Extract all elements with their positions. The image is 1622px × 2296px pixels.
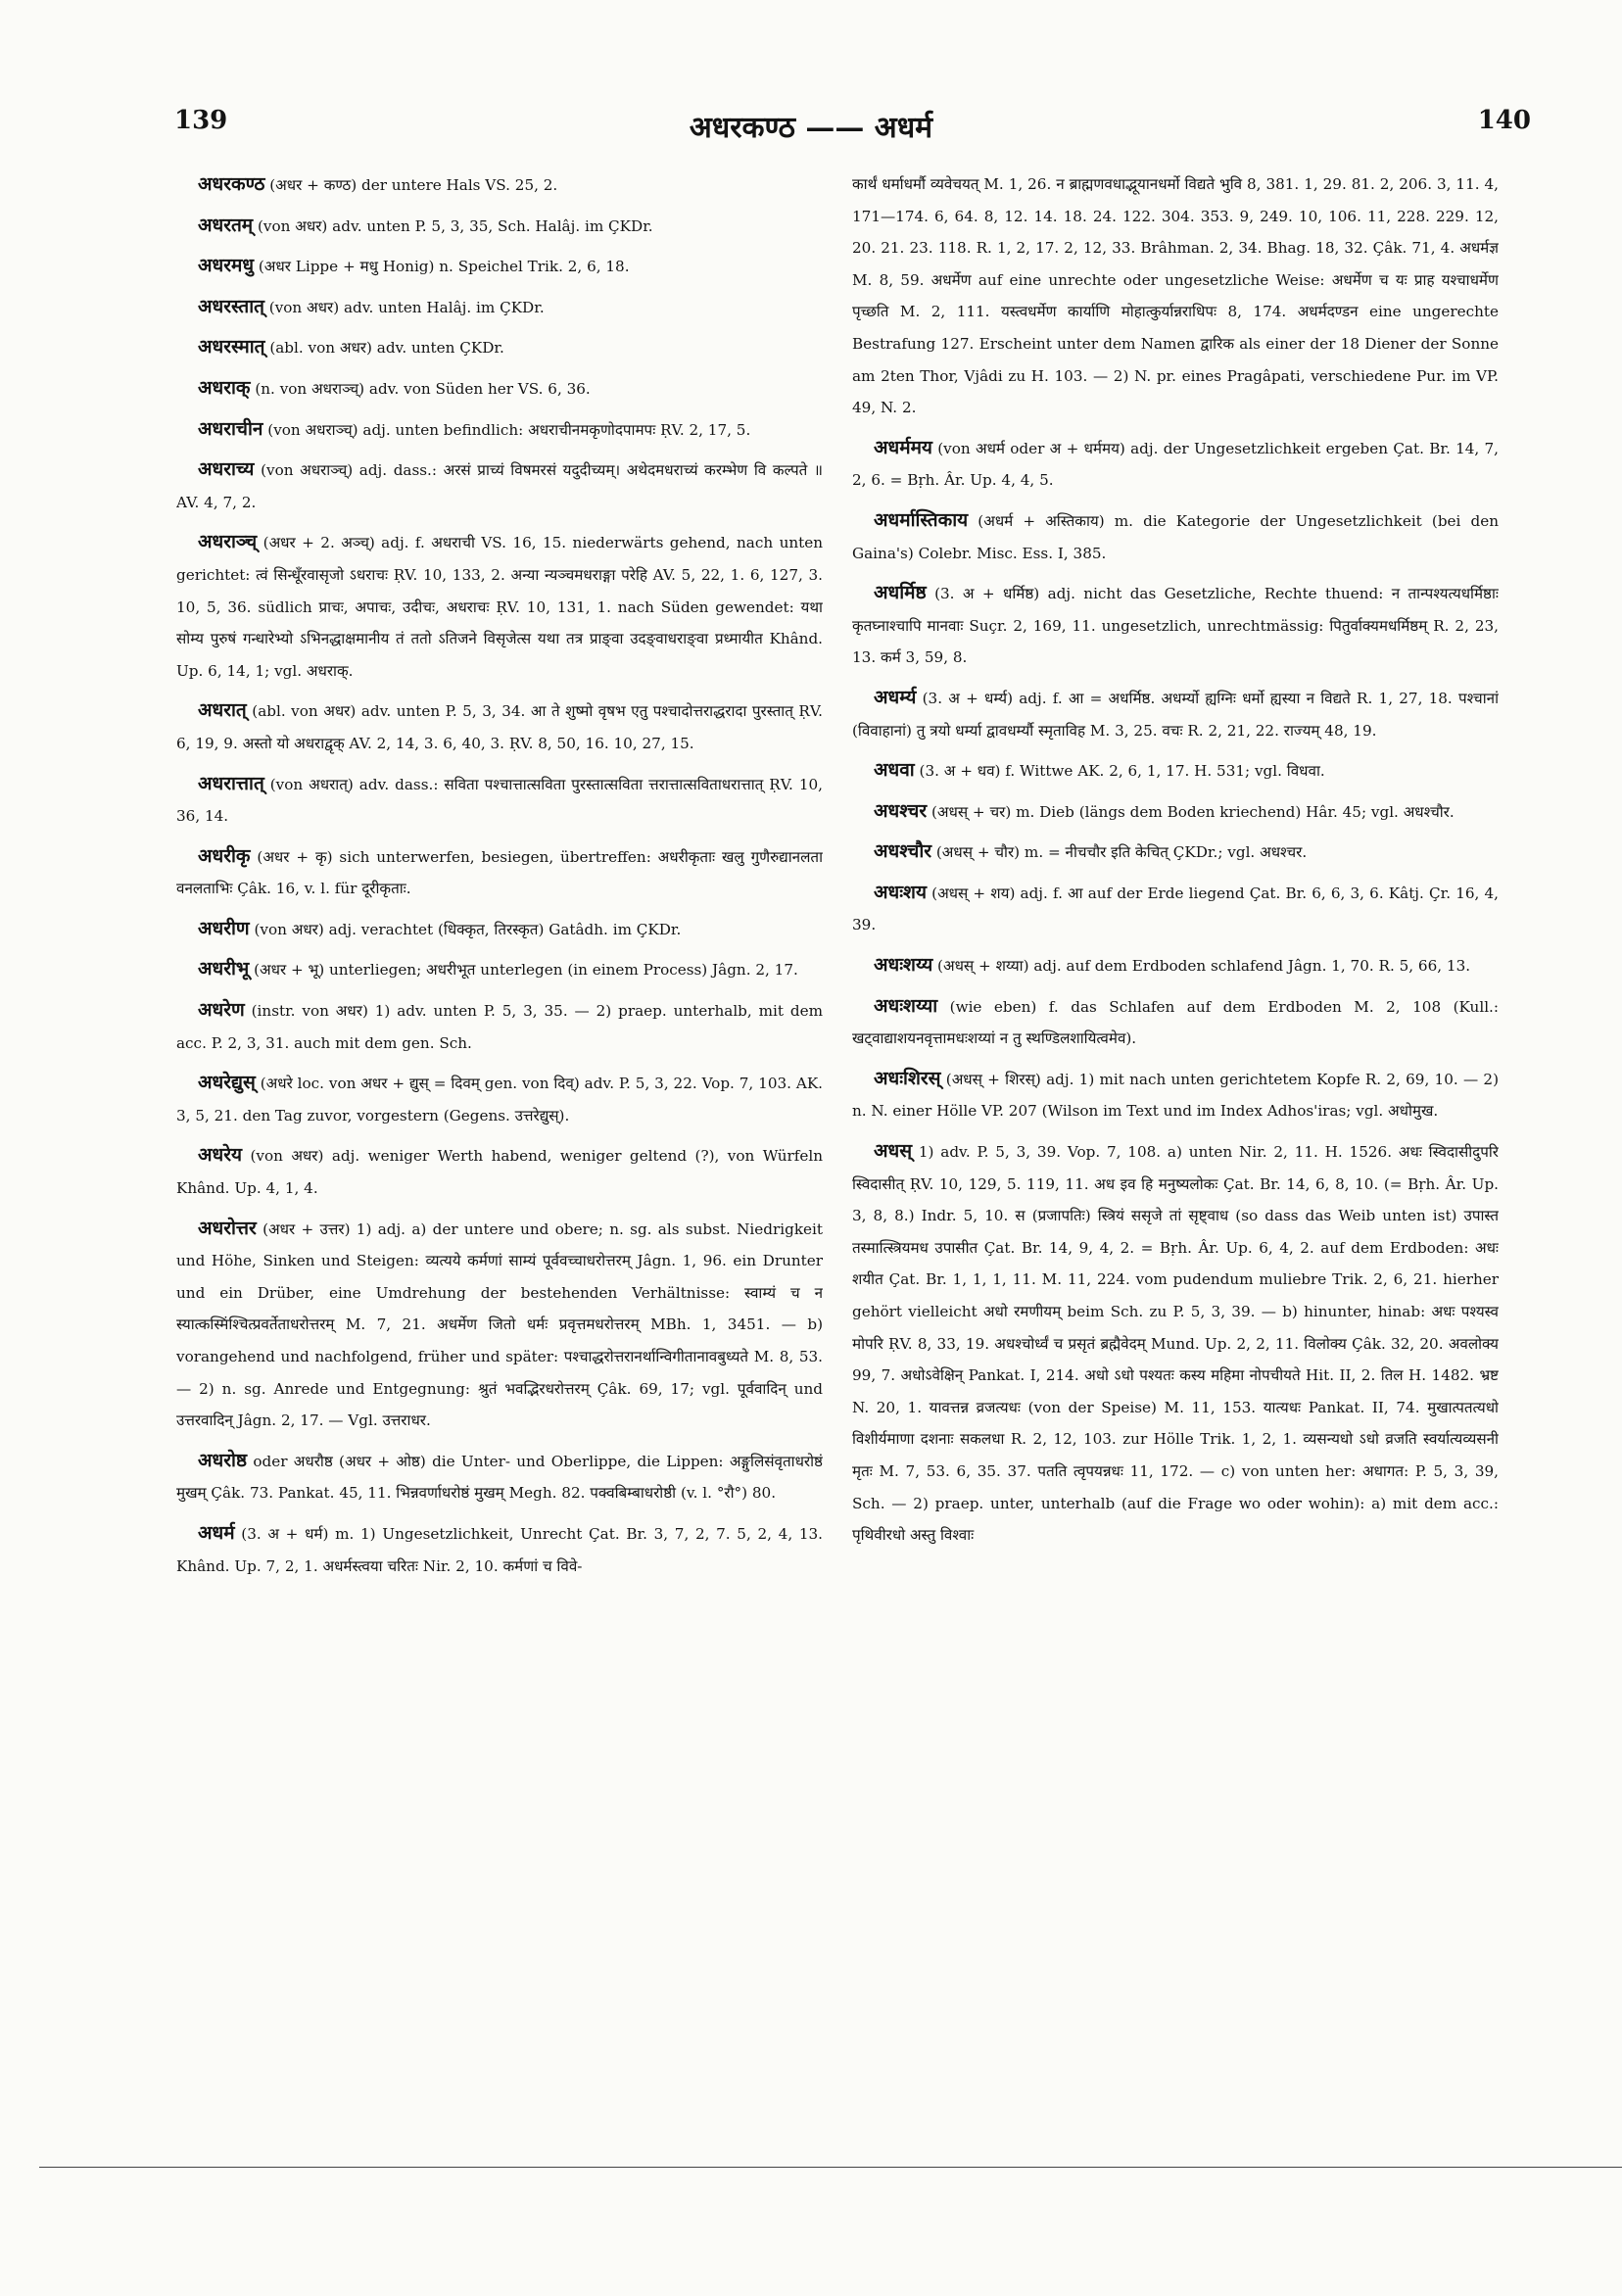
entry-text: (von अधर) adj. verachtet (धिक्कृत, तिरस्कृत) Gatâdh. im ÇKDr. [254, 920, 682, 938]
dictionary-entry [176, 372, 823, 406]
entry-headword: अधरात् [198, 699, 247, 722]
dictionary-entry [176, 1213, 823, 1437]
entry-text: (von अधर्म oder अ + धर्ममय) adj. der Ungesetzlichkeit ergeben Çat. Br. 14, 7, 2, 6. = Bṛh. Âr. Up. 4, 4, 5. [852, 439, 1499, 490]
entry-text: (अधस् + चौर) m. = नीचचौर इति केचित् ÇKDr.; vgl. अधश्चर. [935, 843, 1308, 862]
entry-text: (von अधर) adj. weniger Werth habend, weniger geltend (?), von Würfeln Khând. Up. 4, 1, 4. [176, 1147, 823, 1198]
dictionary-entry [176, 168, 823, 202]
dictionary-entry [176, 994, 823, 1059]
entry-headword: अधरीकृ [198, 844, 251, 867]
dictionary-entry [852, 990, 1499, 1055]
entry-headword: अधरस्तात् [198, 295, 264, 317]
entry-text: (अधर + कण्ठ) der untere Hals VS. 25, 2. [269, 176, 558, 194]
dictionary-entry [176, 331, 823, 364]
dictionary-entry [176, 840, 823, 905]
dictionary-entry [176, 1139, 823, 1204]
entry-text: (abl. von अधर) adv. unten ÇKDr. [269, 339, 504, 358]
page-number-left: 139 [174, 106, 228, 135]
entry-headword: अधःशय [874, 881, 927, 903]
dictionary-entry [852, 877, 1499, 941]
entry-text: (wie eben) f. das Schlafen auf dem Erdboden M. 2, 108 (Kull.: खट्वाद्याशयनवृत्तामधःशय्यां न तु स्थण्डिलशायित्वमेव). [852, 997, 1499, 1048]
entry-text: (3. अ + धर्मिष्ठ) adj. nicht das Gesetzliche, Rechte thuend: न तान्पश्यत्यधर्मिष्ठाः कृतघ्नाश्चापि मानवाः Suçr. 2, 169, 11. ungesetzlich, unrechtmässig: पितुर्वाक्यमधर्मिष्ठम् R. 2, 23, 13. कर्म 3, 59, 8. [852, 585, 1499, 667]
entry-text: (n. von अधराञ्च्) adv. von Süden her VS. 6, 36. [255, 379, 591, 398]
entry-headword: अधरेय [198, 1144, 242, 1167]
dictionary-entry [176, 694, 823, 759]
entry-text: (von अधर) adv. unten Halâj. im ÇKDr. [268, 298, 545, 316]
dictionary-entry [176, 1517, 823, 1582]
entry-headword: अधरीण [198, 917, 250, 939]
dictionary-entry [176, 768, 823, 833]
dictionary-entry [176, 454, 823, 518]
entry-text: कार्थं धर्माधर्मौ व्यवेचयत् M. 1, 26. न ब्राह्मणवधाद्भूयानधर्मो विद्यते भुवि 8, 381. 1, 29. 81. 2, 206. 3, 11. 4, 171—174. 6, 64. 8, 12. 14. 18. 24. 122. 304. 353. 9, 249. 10, 106. 11, 228. 229. 12, 20. 21. 23. 118. R. 1, 2, 17. 2, 12, 33. Brâhman. 2, 34. Bhag. 18, 32. Çâk. 71, 4. अधर्मज्ञ M. 8, 59. अधर्मेण auf eine unrechte oder ungesetzliche Weise: अधर्मेण च यः प्राह यश्चाधर्मेण पृच्छति M. 2, 111. यस्त्वधर्मेण कार्याणि मोहात्कुर्यान्नराधिपः 8, 174. अधर्मदण्डन eine ungerechte Bestrafung 127. Erscheint unter dem Namen द्वारिक als einer der 18 Diener der Sonne am 2ten Thor, Vjâdi zu H. 103. — 2) N. pr. eines Pragâpati, verschiedene Pur. im VP. 49, N. 2. [852, 175, 1499, 417]
dictionary-entry [852, 795, 1499, 829]
dictionary-entry [176, 250, 823, 283]
dictionary-entry [852, 1063, 1499, 1127]
entry-headword: अधराचीन [198, 417, 263, 440]
entry-headword: अधरकण्ठ [198, 173, 265, 195]
entry-headword: अधराञ्च् [198, 531, 258, 553]
entry-text: (von अधरात्) adv. dass.: सविता पश्चात्तात्सविता पुरस्तात्सविता त्तरात्तात्सविताधरात्तात् ṚV. 10, 36, 14. [176, 775, 823, 826]
dictionary-entry [852, 1135, 1499, 1552]
entry-headword: अधरतम् [198, 214, 254, 236]
entry-headword: अधर्म [198, 1521, 235, 1544]
dictionary-entry [852, 504, 1499, 569]
entry-headword: अधःशय्य [874, 954, 933, 977]
entry-text: 1) adv. P. 5, 3, 39. Vop. 7, 108. a) unten Nir. 2, 11. H. 1526. अधः स्विदासीदुपरि स्विदासीत् ṚV. 10, 129, 5. 119, 11. अध इव हि मनुष्यलोकः Çat. Br. 14, 6, 8, 10. (= Bṛh. Âr. Up. 3, 8, 8.) Indr. 5, 10. स (प्रजापतिः) स्त्रियं ससृजे तां सृष्ट्वाध (so dass das Weib unten ist) उपास्त तस्मात्स्त्रियमध उपासीत Çat. Br. 14, 9, 4, 2. = Bṛh. Âr. Up. 6, 4, 2. auf dem Erdboden: अधः शयीत Çat. Br. 1, 1, 1, 11. M. 11, 224. vom pudendum muliebre Trik. 2, 6, 21. hierher gehört vielleicht अधो रमणीयम् beim Sch. zu P. 5, 3, 39. — b) hinunter, hinab: अधः पश्यस्व मोपरि ṚV. 8, 33, 19. अधश्चोर्ध्वं च प्रसृतं ब्रह्मैवेदम् Mund. Up. 2, 2, 11. विलोक्य Çâk. 32, 20. अवलोक्य 99, 7. अधोऽवेक्षिन् Pankat. I, 214. अधो ऽधो पश्यतः कस्य महिमा नोपचीयते Hit. II, 2. तिल H. 1482. भ्रष्ट N. 20, 1. यावत्तन्न व्रजत्यधः (von der Speise) M. 11, 153. यात्यधः Pankat. II, 74. मुखात्पतत्यधो विशीर्यमाणा दशनाः सकलधा R. 2, 12, 103. zur Hölle Trik. 1, 2, 1. व्यसन्यधो ऽधो व्रजति स्वर्यात्यव्यसनी मृतः M. 7, 53. 6, 35. 37. पतति त्वृपयन्नधः 11, 172. — c) von unten her: अधागत: P. 5, 3, 39, Sch. — 2) praep. unter, unterhalb (auf die Frage wo oder wohin): a) mit dem acc.: पृथिवीरधो अस्तु विश्वाः [852, 1143, 1499, 1545]
dictionary-entry [176, 1445, 823, 1509]
entry-text: (अधर Lippe + मधु Honig) n. Speichel Trik. 2, 6, 18. [258, 258, 630, 276]
footer-rule [39, 2167, 1622, 2168]
entry-text: (अधर + उत्तर) 1) adj. a) der untere und obere; n. sg. als subst. Niedrigkeit und Höhe, Sinken und Steigen: व्यत्यये कर्मणां साम्यं पूर्ववच्चाधरोत्तरम् Jâgn. 1, 96. ein Drunter und ein Drüber, eine Umdrehung der bestehenden Verhältnisse: स्वाम्यं च न स्यात्कस्मिंश्चित्प्रवर्तेताधरोत्तरम् M. 7, 21. अधर्मेण जितो धर्मः प्रवृत्तमधरोत्तरम् MBh. 1, 3451. — b) vorangehend und nachfolgend, früher und später: पश्चाद्धरोत्तरानर्थान्विगीतानावबुध्यते M. 8, 53. — 2) n. sg. Anrede und Entgegnung: श्रुतं भवद्भिरधरोत्तरम् Çâk. 69, 17; vgl. पूर्ववादिन् und उत्तरवादिन् Jâgn. 2, 17. — Vgl. उत्तराधर. [176, 1220, 823, 1430]
entry-headword: अधर्ममय [874, 436, 932, 458]
entry-text: (अधर्म + अस्तिकाय) m. die Kategorie der Ungesetzlichkeit (bei den Gaina's) Colebr. Misc. Ess. I, 385. [852, 511, 1499, 562]
entry-headword: अधरात्तात् [198, 772, 264, 794]
dictionary-entry [176, 210, 823, 243]
dictionary-entry [852, 168, 1499, 424]
dictionary-entry [852, 577, 1499, 674]
entry-headword: अधर्मिष्ठ [874, 582, 927, 604]
left-column [176, 168, 823, 2098]
entry-text: (अधस् + शिरस्) adj. 1) mit nach unten gerichtetem Kopfe R. 2, 69, 10. — 2) n. N. einer Hölle VP. 207 (Wilson im Text und im Index Adhos'iras; vgl. अधोमुख. [852, 1070, 1499, 1121]
entry-text: (3. अ + धर्म्य) adj. f. आ = अधर्मिष्ठ. अधर्म्यो ह्यग्निः धर्मो ह्यस्या न विद्यते R. 1, 27, 18. पश्चानां (विवाहानां) तु त्रयो धर्म्या द्वावधर्म्यौ स्मृताविह M. 3, 25. वचः R. 2, 21, 22. राज्यम् 48, 19. [852, 689, 1499, 740]
dictionary-entry [852, 754, 1499, 788]
entry-text: (von अधराञ्च्) adj. unten befindlich: अधराचीनमकृणोदपामपः ṚV. 2, 17, 5. [267, 420, 751, 439]
entry-headword: अधश्चौर [874, 840, 932, 863]
entry-headword: अधरीभू [198, 958, 250, 981]
entry-headword: अधराच्य [198, 458, 255, 481]
entry-text: (von अधराञ्च्) adj. dass.: अरसं प्राच्यं विषमरसं यदुदीच्यम्। अथेदमधराच्यं करम्भेण वि कल्पते ॥ AV. 4, 7, 2. [176, 461, 823, 511]
entry-text: (3. अ + धव) f. Wittwe AK. 2, 6, 1, 17. H. 531; vgl. विधवा. [919, 762, 1325, 781]
dictionary-entry [852, 432, 1499, 497]
dictionary-entry [852, 836, 1499, 869]
entry-headword: अधरोष्ठ [198, 1449, 248, 1471]
entry-headword: अधरेण [198, 999, 245, 1022]
running-header: अधरकण्ठ —— अधर्म [689, 111, 933, 145]
entry-text: (3. अ + धर्म) m. 1) Ungesetzlichkeit, Unrecht Çat. Br. 3, 7, 2, 7. 5, 2, 4, 13. Khând. Up. 7, 2, 1. अधर्मस्त्वया चरितः Nir. 2, 10. कर्मणां च विवे- [176, 1524, 823, 1575]
entry-headword: अधर्म्य [874, 686, 917, 708]
entry-headword: अधस् [874, 1140, 913, 1163]
dictionary-entry [176, 1067, 823, 1131]
entry-text: (अधर + कृ) sich unterwerfen, besiegen, übertreffen: अधरीकृताः खलु गुणैरुद्यानलता वनलताभिः Çâk. 16, v. l. für दूरीकृताः. [176, 847, 823, 898]
entry-text: (अधर + 2. अञ्च्) adj. f. अधराची VS. 16, 15. niederwärts gehend, nach unten gerichtet: त्वं सिन्धूँरवासृजो ऽधराचः ṚV. 10, 133, 2. अन्या न्यञ्चमधराङ्गा परेहि AV. 5, 22, 1. 6, 127, 3. 10, 5, 36. südlich प्राचः, अपाचः, उदीचः, अधराचः ṚV. 10, 131, 1. nach Süden gewendet: यथा सोम्य पुरुषं गन्धारेभ्यो ऽभिनद्धाक्षमानीय तं ततो ऽतिजने विसृजेत्स यथा तत्र प्राङ्वा उदङ्वाधराङ्वा प्रध्मायीत Khând. Up. 6, 14, 1; vgl. अधराक्. [176, 534, 823, 680]
entry-headword: अधरस्मात् [198, 336, 265, 359]
entry-headword: अधरमधु [198, 255, 255, 277]
entry-headword: अधवा [874, 759, 915, 782]
page-number-right: 140 [1477, 106, 1531, 135]
entry-text: (von अधर) adv. unten P. 5, 3, 35, Sch. Halâj. im ÇKDr. [258, 216, 653, 235]
entry-headword: अधःशिरस् [874, 1067, 941, 1089]
entry-headword: अधरोत्तर [198, 1217, 257, 1239]
entry-headword: अधःशय्या [874, 994, 938, 1017]
dictionary-entry [176, 413, 823, 447]
dictionary-entry [852, 682, 1499, 746]
dictionary-entry [176, 953, 823, 986]
dictionary-entry [176, 291, 823, 324]
entry-text: (instr. von अधर) 1) adv. unten P. 5, 3, 35. — 2) praep. unterhalb, mit dem acc. P. 2, 3, 31. auch mit dem gen. Sch. [176, 1002, 823, 1052]
dictionary-entry [176, 526, 823, 687]
right-column [852, 168, 1499, 2098]
entry-text: (अधर + भू) unterliegen; अधरीभूत unterlegen (in einem Process) Jâgn. 2, 17. [254, 961, 798, 980]
entry-text: (अधस् + चर) m. Dieb (längs dem Boden kriechend) Hâr. 45; vgl. अधश्चौर. [930, 802, 1455, 821]
dictionary-entry [176, 913, 823, 946]
entry-headword: अधश्चर [874, 799, 928, 822]
entry-headword: अधरेद्युस् [198, 1072, 256, 1094]
entry-text: oder अधरौष्ठ (अधर + ओष्ठ) die Unter- und Oberlippe, die Lippen: अङ्गुलिसंवृताधरोष्ठं मुखम् Çâk. 73. Pankat. 45, 11. भिन्नवर्णाधरोष्ठं मुखम् Megh. 82. पक्वबिम्बाधरोष्ठी (v. l. °रौ°) 80. [176, 1452, 823, 1503]
entry-text: (अधरे loc. von अधर + द्युस् = दिवम् gen. von दिव्) adv. P. 5, 3, 22. Vop. 7, 103. AK. 3, 5, 21. den Tag zuvor, vorgestern (Gegens. उत्तरेद्युस्). [176, 1075, 823, 1124]
entry-headword: अधराक् [198, 376, 251, 399]
dictionary-entry [852, 949, 1499, 982]
entry-text: (abl. von अधर) adv. unten P. 5, 3, 34. आ ते शुष्मो वृषभ एतु पश्चादोत्तराद्धरादा पुरस्तात् ṚV. 6, 19, 9. अस्तो यो अधराद्वृक् AV. 2, 14, 3. 6, 40, 3. ṚV. 8, 50, 16. 10, 27, 15. [176, 702, 823, 752]
entry-headword: अधर्मास्तिकाय [874, 508, 969, 531]
entry-text: (अधस् + शय्या) adj. auf dem Erdboden schlafend Jâgn. 1, 70. R. 5, 66, 13. [937, 957, 1471, 976]
entry-text: (अधस् + शय) adj. f. आ auf der Erde liegend Çat. Br. 6, 6, 3, 6. Kâtj. Çr. 16, 4, 39. [852, 884, 1499, 934]
